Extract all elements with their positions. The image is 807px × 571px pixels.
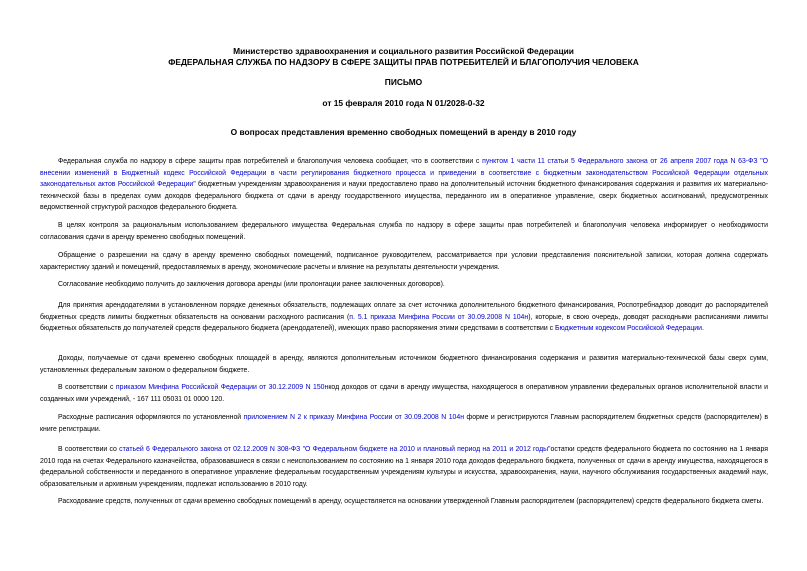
p9-text-2: остатки средств федерального бюджета по состоянию на 1 января 2010 года на счетах Федерального казначейства, образовавшиеся в связи с неиспользованием по состоянию на 1 января 2010 года доходов федерального бюджета, полученных от сдачи в аренду имущества, находящегося в федеральной собственности и переданного в оперативное управление федеральным государственным учреждениям культуры и искусства, здравоохранения, науки, научного обслуживания государственных академий наук, образовательным и архивным учреждениям, подлежат использованию в 2010 году.: [40, 446, 768, 488]
document-subject: О вопросах представления временно свободных помещений в аренду в 2010 году: [230, 127, 577, 137]
paragraph-10: Расходование средств, полученных от сдачи временно свободных помещений в аренду, осуществляется на основании утвержденной Главным распорядителем (распорядителем) средств федерального бюджета сметы.: [58, 498, 764, 505]
paragraph-9: [40, 444, 768, 490]
paragraph-4: Согласование необходимо получить до заключения договора аренды (или пролонгации ранее заключенных договоров).: [58, 281, 445, 288]
paragraph-6: Доходы, получаемые от сдачи временно свободных площадей в аренду, являются дополнительным источником бюджетного финансирования содержания и развития материально-технической базы сверх сумм, установленных федеральным законом о федеральном бюджете.: [40, 355, 768, 374]
p1-text-2: бюджетным учреждениям здравоохранения и науки предоставлено право на дополнительный источник бюджетного финансирования содержания и развития их материально-технической базы в пределах сумм доходов федерального бюджета от сдачи в аренду государственного имущества, переданного им в оперативное управление, сверх бюджетных ассигнований, предусмотренных ведомственной структурой расходов федерального бюджета.: [40, 181, 768, 212]
paragraph-3: Обращение о разрешении на сдачу в аренду временно свободных помещений, подписанное руководителем, рассматривается при условии представления пояснительной записки, которая должна содержать характеристику зданий и помещений, предоставляемых в аренду, экономические расчеты и влияние на результаты деятельности учреждения.: [40, 252, 768, 271]
link-order-150n[interactable]: приказом Минфина Российской Федерации от 30.12.2009 N 150н: [115, 384, 329, 391]
link-law-63fz[interactable]: пунктом 1 части 11 статьи 5 Федерального закона от 26 апреля 2007 года N 63-ФЗ "О внесении изменений в Бюджетный кодекс Российской Федерации в части регулирования бюджетного процесса и приведении в соответствие с бюджетным законодательством Российской Федерации отдельных законодательных актов Российской Федерации": [40, 158, 769, 189]
p7-text-1: В соответствии с: [58, 384, 116, 391]
p5-text-2: ), которые, в свою очередь, доводят расходными расписаниями лимиты бюджетных обязательств до получателей средств федерального бюджета (арендодателей), имеющих право распоряжения этими средствами в соответствии с: [40, 313, 769, 333]
p7-text-2: код доходов от сдачи в аренду имущества, находящегося в оперативном управлении федеральных органов исполнительной власти и созданных ими учреждений, - 167 111 05031 01 0000 120.: [40, 384, 768, 403]
p8-text-1: Расходные расписания оформляются по установленной: [58, 414, 244, 421]
p1-text-1: Федеральная служба по надзору в сфере защиты прав потребителей и благополучия человека сообщает, что в соответствии с: [58, 158, 483, 165]
document-type: ПИСЬМО: [384, 77, 423, 87]
p5-text-1: Для принятия арендодателями в установленном порядке денежных обязательств, подлежащих оплате за счет источника дополнительного бюджетного финансирования, Роспотребнадзор доводит до распорядителей бюджетных средств лимиты бюджетных обязательств на основании расходного расписания (: [40, 302, 768, 321]
link-budget-code[interactable]: Бюджетным кодексом Российской Федерации: [554, 325, 702, 333]
service-title: ФЕДЕРАЛЬНАЯ СЛУЖБА ПО НАДЗОРУ В СФЕРЕ ЗАЩИТЫ ПРАВ ПОТРЕБИТЕЛЕЙ И БЛАГОПОЛУЧИЯ ЧЕЛОВЕКА: [168, 57, 639, 67]
p5-text-3: .: [701, 325, 704, 333]
link-law-308fz[interactable]: статьей 6 Федерального закона от 02.12.2009 N 308-ФЗ "О Федеральном бюджете на 2010 и плановый период на 2011 и 2012 годы": [119, 446, 551, 453]
paragraph-8: [40, 412, 768, 435]
ministry-title: Министерство здравоохранения и социального развития Российской Федерации: [233, 46, 574, 56]
p8-text-2: форме и регистрируются Главным распорядителем бюджетных средств (распорядителем) в книге регистрации.: [40, 414, 768, 433]
paragraph-7: [40, 382, 768, 405]
link-order-104n[interactable]: п. 5.1 приказа Минфина России от 30.09.2008 N 104н: [349, 313, 529, 321]
paragraph-1: [40, 156, 768, 214]
p9-text-1: В соответствии со: [58, 446, 120, 453]
document-date-number: от 15 февраля 2010 года N 01/2028-0-32: [322, 98, 485, 108]
paragraph-5: [40, 300, 768, 335]
link-appendix-2[interactable]: приложением N 2 к приказу Минфина России от 30.09.2008 N 104н: [243, 414, 465, 421]
paragraph-2: В целях контроля за рациональным использованием федерального имущества Федеральная служба по надзору в сфере защиты прав потребителей и благополучия человека информирует о необходимости согласования сдачи в аренду временно свободных помещений.: [40, 222, 768, 241]
